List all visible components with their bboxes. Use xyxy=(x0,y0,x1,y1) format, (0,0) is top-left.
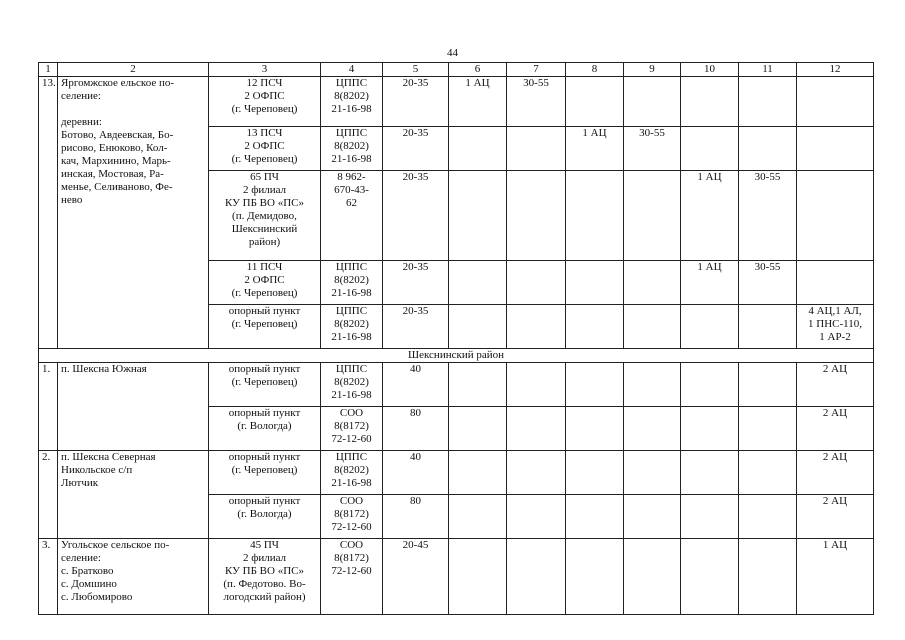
cell-9 xyxy=(624,171,681,261)
cell-10 xyxy=(681,77,739,127)
cell-9 xyxy=(624,495,681,539)
cell-11: 30-55 xyxy=(739,171,797,261)
cell-6 xyxy=(449,451,507,495)
cell-8 xyxy=(566,77,624,127)
cell-9 xyxy=(624,261,681,305)
col-header: 6 xyxy=(449,63,507,77)
settlement-name: Угольское сельское по- селение: с. Братково с. Домшино с. Любомирово xyxy=(58,539,209,615)
row-number: 1. xyxy=(39,363,58,451)
cell-10 xyxy=(681,127,739,171)
cell-8 xyxy=(566,363,624,407)
cell-8 xyxy=(566,261,624,305)
cell-10: 1 АЦ xyxy=(681,261,739,305)
settlement-name: Яргомжское ельское по- селение: деревни: Ботово, Авдеевская, Бо- рисово, Енюково, Кол- кач, Мархинино, Марь- инская, Мостовая, Ра- менье, Селиваново, Фе- нево xyxy=(58,77,209,349)
cell-11 xyxy=(739,407,797,451)
phone-cell: СОО 8(8172) 72-12-60 xyxy=(321,407,383,451)
unit-cell: опорный пункт (г. Череповец) xyxy=(209,451,321,495)
cell-8 xyxy=(566,171,624,261)
cell-6 xyxy=(449,363,507,407)
cell-9: 30-55 xyxy=(624,127,681,171)
time-cell: 20-35 xyxy=(383,261,449,305)
cell-12 xyxy=(797,77,874,127)
cell-10 xyxy=(681,539,739,615)
col-header: 5 xyxy=(383,63,449,77)
cell-6 xyxy=(449,261,507,305)
cell-8: 1 АЦ xyxy=(566,127,624,171)
unit-cell: опорный пункт (г. Череповец) xyxy=(209,305,321,349)
phone-cell: ЦППС 8(8202) 21-16-98 xyxy=(321,77,383,127)
row-number: 13. xyxy=(39,77,58,349)
cell-7 xyxy=(507,495,566,539)
row-number: 3. xyxy=(39,539,58,615)
cell-11: 30-55 xyxy=(739,261,797,305)
phone-cell: ЦППС 8(8202) 21-16-98 xyxy=(321,363,383,407)
unit-cell: 65 ПЧ 2 филиал КУ ПБ ВО «ПС» (п. Демидово, Шекснинский район) xyxy=(209,171,321,261)
cell-10: 1 АЦ xyxy=(681,171,739,261)
section-row xyxy=(39,349,874,363)
cell-10 xyxy=(681,407,739,451)
cell-11 xyxy=(739,451,797,495)
col-header: 7 xyxy=(507,63,566,77)
time-cell: 40 xyxy=(383,363,449,407)
cell-10 xyxy=(681,305,739,349)
cell-11 xyxy=(739,305,797,349)
cell-8 xyxy=(566,305,624,349)
cell-7 xyxy=(507,451,566,495)
cell-11 xyxy=(739,77,797,127)
phone-cell: ЦППС 8(8202) 21-16-98 xyxy=(321,261,383,305)
cell-9 xyxy=(624,407,681,451)
cell-12: 2 АЦ xyxy=(797,363,874,407)
cell-6 xyxy=(449,407,507,451)
cell-9 xyxy=(624,305,681,349)
col-header: 3 xyxy=(209,63,321,77)
cell-7: 30-55 xyxy=(507,77,566,127)
time-cell: 80 xyxy=(383,495,449,539)
unit-cell: 12 ПСЧ 2 ОФПС (г. Череповец) xyxy=(209,77,321,127)
cell-8 xyxy=(566,407,624,451)
time-cell: 80 xyxy=(383,407,449,451)
cell-8 xyxy=(566,539,624,615)
phone-cell: ЦППС 8(8202) 21-16-98 xyxy=(321,305,383,349)
cell-11 xyxy=(739,363,797,407)
col-header: 1 xyxy=(39,63,58,77)
response-table xyxy=(38,62,874,615)
time-cell: 20-35 xyxy=(383,171,449,261)
cell-12: 2 АЦ xyxy=(797,451,874,495)
unit-cell: 13 ПСЧ 2 ОФПС (г. Череповец) xyxy=(209,127,321,171)
cell-12: 4 АЦ,1 АЛ, 1 ПНС-110, 1 АР-2 xyxy=(797,305,874,349)
table-row xyxy=(39,451,874,495)
unit-cell: 11 ПСЧ 2 ОФПС (г. Череповец) xyxy=(209,261,321,305)
phone-cell: ЦППС 8(8202) 21-16-98 xyxy=(321,127,383,171)
cell-10 xyxy=(681,495,739,539)
cell-12 xyxy=(797,171,874,261)
cell-7 xyxy=(507,261,566,305)
col-header: 12 xyxy=(797,63,874,77)
cell-12 xyxy=(797,261,874,305)
cell-7 xyxy=(507,363,566,407)
cell-12 xyxy=(797,127,874,171)
cell-7 xyxy=(507,539,566,615)
unit-cell: опорный пункт (г. Череповец) xyxy=(209,363,321,407)
time-cell: 20-35 xyxy=(383,127,449,171)
unit-cell: 45 ПЧ 2 филиал КУ ПБ ВО «ПС» (п. Федотово. Во- логодский район) xyxy=(209,539,321,615)
col-header: 9 xyxy=(624,63,681,77)
time-cell: 20-45 xyxy=(383,539,449,615)
cell-9 xyxy=(624,77,681,127)
cell-7 xyxy=(507,171,566,261)
section-title: Шекснинский район xyxy=(39,349,874,363)
phone-cell: СОО 8(8172) 72-12-60 xyxy=(321,495,383,539)
cell-10 xyxy=(681,363,739,407)
cell-6 xyxy=(449,127,507,171)
phone-cell: 8 962- 670-43- 62 xyxy=(321,171,383,261)
table-row xyxy=(39,539,874,615)
cell-9 xyxy=(624,363,681,407)
settlement-name: п. Шексна Северная Никольское с/п Лютчик xyxy=(58,451,209,539)
col-header: 4 xyxy=(321,63,383,77)
phone-cell: ЦППС 8(8202) 21-16-98 xyxy=(321,451,383,495)
table-row xyxy=(39,363,874,407)
time-cell: 20-35 xyxy=(383,305,449,349)
settlement-name: п. Шексна Южная xyxy=(58,363,209,451)
col-header: 2 xyxy=(58,63,209,77)
unit-cell: опорный пункт (г. Вологда) xyxy=(209,407,321,451)
cell-8 xyxy=(566,451,624,495)
cell-7 xyxy=(507,127,566,171)
cell-6 xyxy=(449,171,507,261)
cell-11 xyxy=(739,127,797,171)
cell-6 xyxy=(449,495,507,539)
cell-9 xyxy=(624,539,681,615)
cell-10 xyxy=(681,451,739,495)
cell-12: 1 АЦ xyxy=(797,539,874,615)
cell-12: 2 АЦ xyxy=(797,407,874,451)
cell-8 xyxy=(566,495,624,539)
row-number: 2. xyxy=(39,451,58,539)
phone-cell: СОО 8(8172) 72-12-60 xyxy=(321,539,383,615)
cell-12: 2 АЦ xyxy=(797,495,874,539)
unit-cell: опорный пункт (г. Вологда) xyxy=(209,495,321,539)
time-cell: 40 xyxy=(383,451,449,495)
cell-11 xyxy=(739,539,797,615)
cell-7 xyxy=(507,305,566,349)
cell-11 xyxy=(739,495,797,539)
col-header: 10 xyxy=(681,63,739,77)
page-number: 44 xyxy=(447,47,458,59)
time-cell: 20-35 xyxy=(383,77,449,127)
cell-6: 1 АЦ xyxy=(449,77,507,127)
cell-6 xyxy=(449,305,507,349)
cell-7 xyxy=(507,407,566,451)
cell-9 xyxy=(624,451,681,495)
table-row xyxy=(39,77,874,127)
col-header: 8 xyxy=(566,63,624,77)
header-row xyxy=(39,63,874,77)
cell-6 xyxy=(449,539,507,615)
col-header: 11 xyxy=(739,63,797,77)
